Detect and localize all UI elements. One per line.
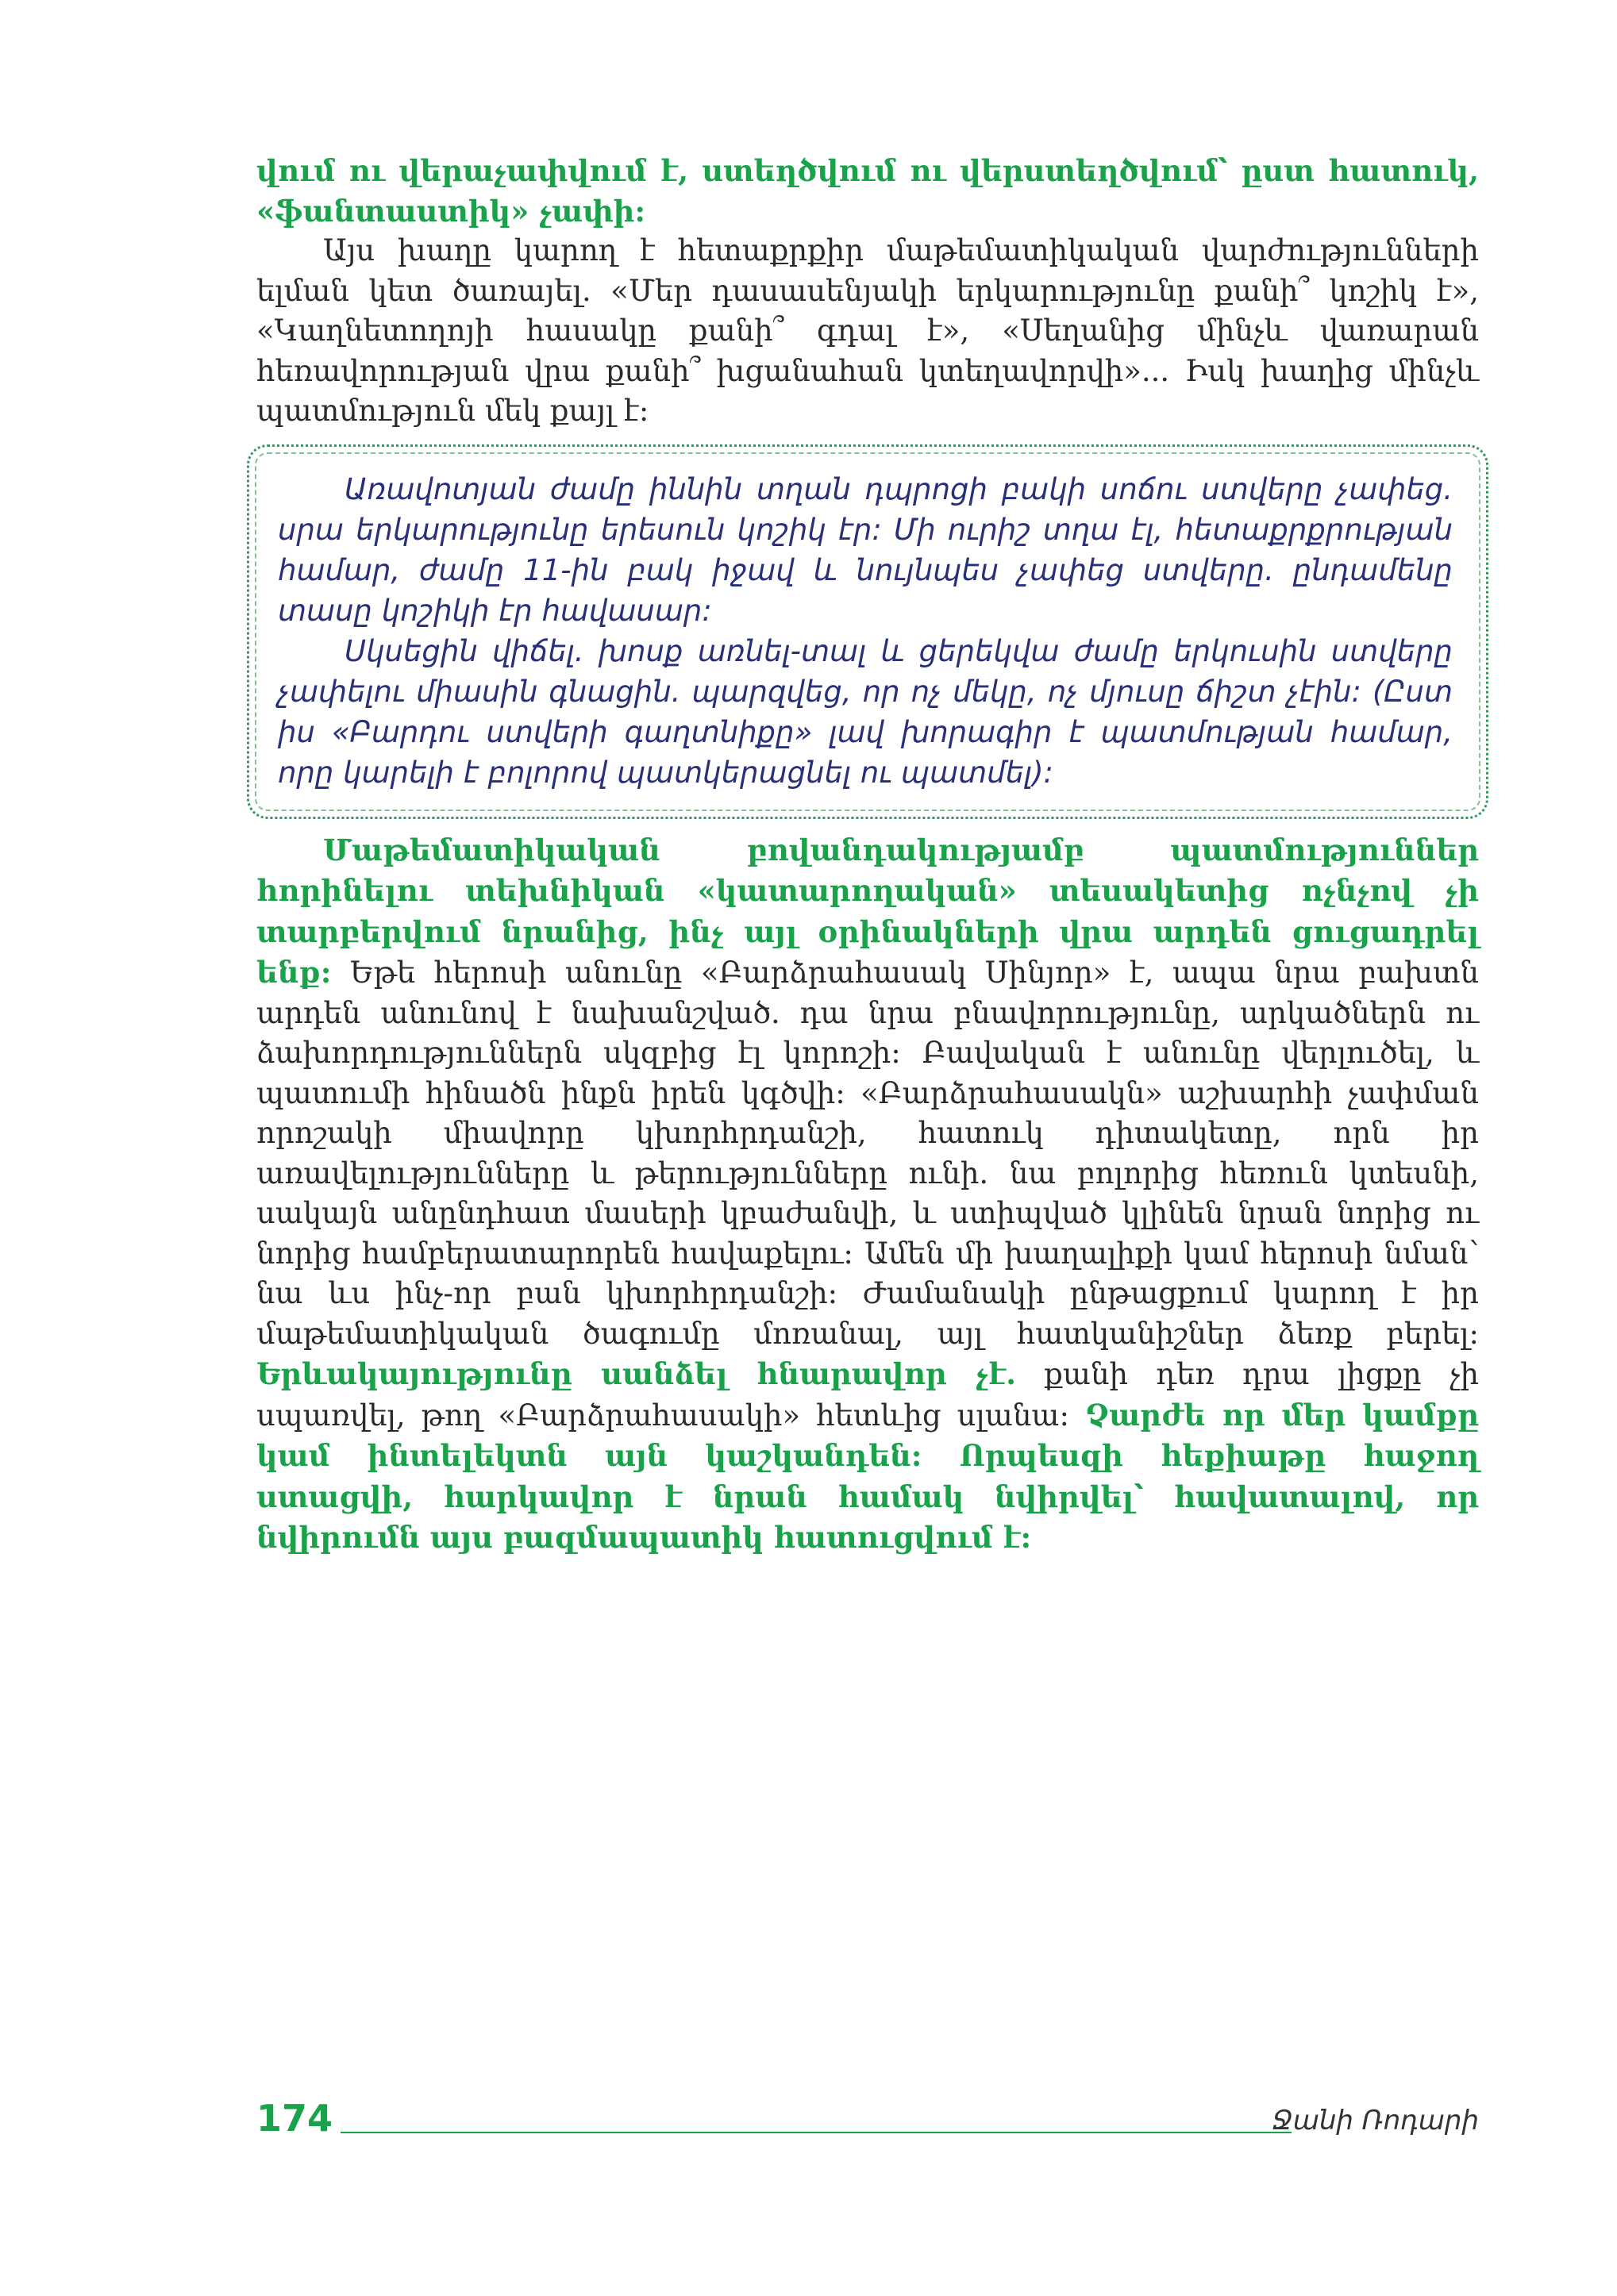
page-number: 174 (256, 2097, 333, 2140)
text-tall-signor: Եթե հերոսի անունը «Բարձրահասակ Սինյոր» է, ապա նրա բախտն արդեն անունով է նախանշված. դա նրա բնավորությունը, արկածներն ու ձախորդություններն սկզբից էլ կորոշի: Բավական է անունը վերլուծել, և պատումի հինածն ինքն իրեն կգծվի: «Բարձրահասակն» աշխարհի չափման որոշակի միավորը կխորհրդանշի, հատուկ դիտակետը, որն իր առավելությունները և թերությունները ունի. նա բոլորից հեռուն կտեսնի, սակայն անընդհատ մասերի կբաժանվի, և ստիպված կլինեն նրան նորից ու նորից համբերատարորեն հավաքելու: Ամեն մի խաղալիքի կամ հերոսի նման՝ նա ևս ինչ-որ բան կխորհրդանշի: Ժամանակի ընթացքում կարող է իր մաթեմատիկական ծագումը մոռանալ, այլ հատկանիշներ ձեռք բերել: (256, 956, 1479, 1351)
paragraph-technique (256, 830, 1479, 1559)
running-footer-title: Ջանի Ռոդարի (1272, 2105, 1479, 2136)
footer-rule (341, 2132, 1292, 2133)
page-content (256, 151, 1479, 1559)
text-imagination-charge: քանի դեռ դրա լիցքը չի սպառվել, թող «Բարձրահասակի» հետևից սլանա: (256, 1357, 1480, 1433)
paragraph-continuation: վում ու վերաչափվում է, ստեղծվում ու վերստեղծվում՝ ըստ հատուկ, «ֆանտաստիկ» չափի: (256, 153, 1479, 229)
quote-paragraph-1: Առավոտյան ժամը իննին տղան դպրոցի բակի սոճու ստվերը չափեց. սրա երկարությունը երեսուն կոշիկ էր: Մի ուրիշ տղա էլ, հետաքրքրության համար, ժամը 11-ին բակ իջավ և նույնպես չափեց ստվերը. ընդամենը տասը կոշիկի էր հավասար: (278, 471, 1453, 628)
quoted-example-box (247, 444, 1488, 819)
quote-paragraph-2: Սկսեցին վիճել. խոսք առնել-տալ և ցերեկվա ժամը երկուսին ստվերը չափելու միասին գնացին. պարզվեց, որ ոչ մեկը, ոչ մյուսը ճիշտ չէին: (Ըստ իս «Բարդու ստվերի գաղտնիքը» լավ խորագիր է պատմության համար, որը կարելի է բոլորով պատկերացնել ու պատմել): (278, 633, 1453, 790)
bold-phrase-devotion: Չարժե որ մեր կամքը կամ ինտելեկտն այն կաշկանդեն: Որպեսզի հեքիաթը հաջող ստացվի, հարկավոր է նրան համակ նվիրվել՝ հավատալով, որ նվիրումն այս բազմապատիկ հատուցվում է: (256, 1397, 1479, 1555)
bold-phrase-imagination: Երևակայությունը սանձել հնարավոր չէ. (256, 1356, 1017, 1391)
paragraph-game-exercise: Այս խաղը կարող է հետաքրքիր մաթեմատիկական վարժությունների ելման կետ ծառայել. «Մեր դասասենյակի երկարությունը քանի՞ կոշիկ է», «Կաղնետողոյի հասակը քանի՞ գդալ է», «Սեղանից մինչև վառարան հեռավորության վրա քանի՞ խցանահան կտեղավորվի»... Իսկ խաղից մինչև պատմություն մեկ քայլ է: (256, 233, 1479, 428)
bold-phrase-technique: Մաթեմատիկական բովանդակությամբ պատմություններ հորինելու տեխնիկան «կատարողական» տեսակետից ոչնչով չի տարբերվում նրանից, ինչ այլ օրինակների վրա արդեն ցուցադրել ենք: (256, 832, 1479, 990)
page-footer (256, 2097, 1479, 2144)
